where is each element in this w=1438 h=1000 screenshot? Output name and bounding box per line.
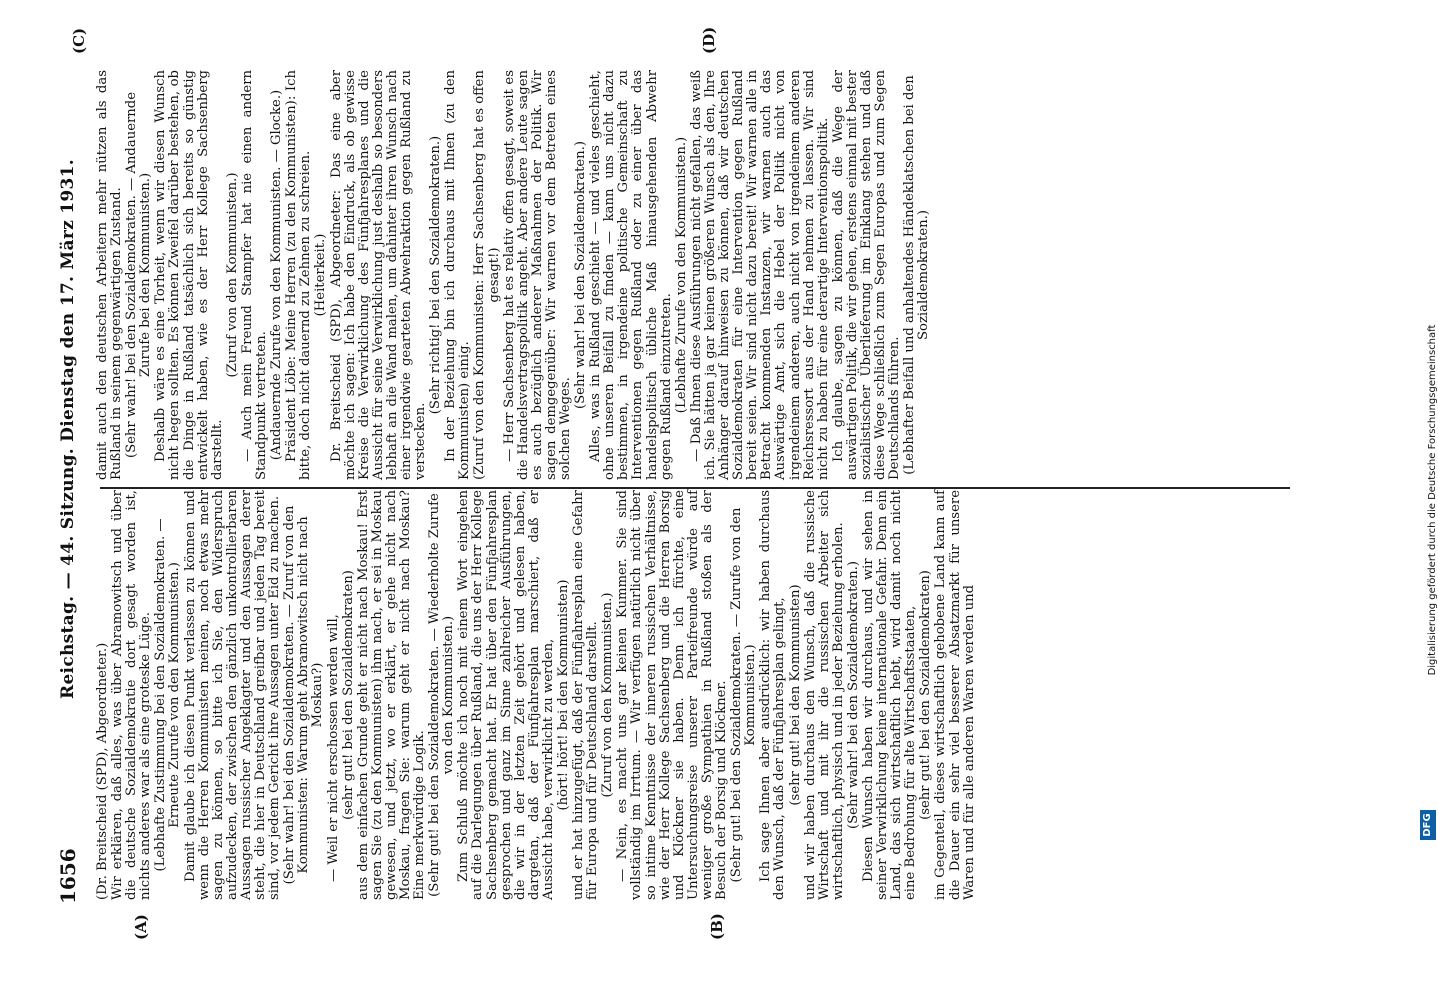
running-title: Reichstag. — 44. Sitzung. Dienstag den 17. März 1931.	[58, 159, 78, 699]
body-paragraph: aus dem einfachen Grunde geht er nicht nach Moskau! Erst sagen Sie (zu den Kommunisten) ihm nach, er sei in Moskau gewesen, und jetzt, wo er erklärt, er gehe nicht nach Moskau, fragen Sie: warum geht er nicht nach Moskau? Eine merkwürdige Logik.	[355, 490, 428, 900]
interjection-paragraph: (Sehr gut! bei den Sozialdemokraten. — Zurufe von den Kommunisten.)	[729, 507, 759, 883]
interjection-paragraph: (Zuruf von den Kommunisten: Herr Sachsenberg hat es offen gesagt!)	[472, 70, 502, 480]
interjection-paragraph: (Sehr wahr! bei den Sozialdemokraten. — Andauernde Zurufe bei den Kommunisten.)	[124, 91, 154, 459]
interjection-paragraph: (Zuruf von den Kommunisten.)	[600, 592, 616, 798]
margin-marker-c: (C)	[70, 27, 88, 54]
margin-marker-b: (B)	[708, 913, 726, 940]
body-paragraph: Ich sage Ihnen aber ausdrücklich: wir haben durchaus den Wunsch, daß der Fünfjahresplan gelingt,	[758, 490, 788, 900]
page-header	[56, 64, 84, 904]
body-paragraph: damit auch den deutschen Arbeitern mehr nützen als das Rußland in seinem gegenwärtigen Zustand.	[95, 70, 125, 480]
interjection-paragraph: (Sehr wahr! bei den Sozialdemokraten.)	[845, 561, 861, 829]
interjection-paragraph: (Sehr wahr! bei den Sozialdemokraten.)	[573, 141, 589, 409]
left-text-column	[96, 490, 1321, 900]
interjection-paragraph: (Lebhafter Beifall und anhaltendes Händeklatschen bei den Sozialdemokraten.)	[902, 75, 932, 475]
body-paragraph: Präsident Löbe: Meine Herren (zu den Kommunisten): Ich bitte, doch nicht dauernd zu Zehnen zu schreien.	[284, 70, 314, 480]
body-paragraph: Dr. Breitscheid (SPD), Abgeordneter: Das eine aber möchte ich sagen: Ich habe den Eindruck, als ob gewisse Kreise die Verwirklichung des Fünfjahresplanes und die Aussicht für seine Verwirklichung just deshalb so besonders lebhaft an die Wand malen, um dahinter ihren Wunsch nach einer irgendwie gearteten Abwehraktion gegen Rußland zu verstecken.	[328, 70, 429, 480]
body-paragraph: Ich glaube, sagen zu können, daß die Wege der auswärtigen Politik, die wir gehen, erstens einmal mit bester sozialistischer Überlieferung im Einklang stehen und daß diese Wege schließlich zum Segen Europas und zum Segen Deutschlands führen.	[830, 70, 903, 480]
body-paragraph: Damit glaube ich diesen Punkt verlassen zu können und wenn die Herren Kommunisten meinen, noch etwas mehr sagen zu können, so bitte ich Sie, den Widerspruch aufzudecken, der zwischen den gänzlich unkontrollierbaren Aussagen russischer Angeklagter und den Aussagen derer steht, die hier in Deutschland greifbar und jeden Tag bereit sind, vor jedem Gericht ihre Aussagen unter Eid zu machen.	[182, 490, 283, 900]
body-paragraph: Diesen Wunsch haben wir durchaus, und wir sehen in seiner Verwirklichung keine internationale Gefahr. Denn ein Land, das sich wirtschaftlich hebt, wird damit noch nicht eine Bedrohung für alte Wirtschaftsstaaten,	[860, 490, 919, 900]
body-paragraph: und er hat hinzugefügt, daß der Fünfjahresplan eine Gefahr für Europa und für Deutschland darstellt.	[571, 490, 601, 900]
body-paragraph: Zum Schluß möchte ich noch mit einem Wort eingehen auf die Darlegungen über Rußland, die uns der Herr Kollege Sachsenberg gemacht hat. Er hat über den Fünfjahresplan gesprochen und ganz im Sinne zahlreicher Ausführungen, die wir in der letzten Zeit gehört und gelesen haben, dargetan, daß der Fünfjahresplan marschiert, daß er Aussicht habe, verwirklicht zu werden,	[456, 490, 556, 900]
body-paragraph: (Dr. Breitscheid (SPD), Abgeordneter.)	[95, 642, 110, 900]
interjection-paragraph: (Lebhafte Zurufe von den Kommunisten.)	[673, 136, 689, 414]
body-paragraph: — Herr Sachsenberg hat es relativ offen gesagt, soweit es die Handelsvertragspolitik angeht. Aber andere Leute sagen es auch bezüglich anderer Maßnahmen der Politik. Wir sagen demgegenüber: Wir warnen vor dem Betreten eines solchen Weges.	[501, 70, 573, 480]
interjection-paragraph: (Sehr richtig! bei den Sozialdemokraten.)	[428, 135, 444, 415]
interjection-paragraph: (sehr gut! bei den Sozialdemokraten)	[340, 570, 356, 820]
right-text-column	[96, 70, 1321, 480]
interjection-paragraph: (sehr gut! bei den Sozialdemokraten)	[918, 570, 934, 820]
interjection-paragraph: (Heiterkeit.)	[313, 233, 329, 317]
body-paragraph: Deshalb wäre es eine Torheit, wenn wir diesen Wunsch nicht hegen sollten. Es können Zweifel darüber bestehen, ob die Dinge in Rußland tatsächlich sich bereits so günstig entwickelt haben, wie es der Herr Kollege Sachsenberg darstellt.	[153, 70, 225, 480]
body-paragraph: — Nein, es macht uns gar keinen Kummer. Sie sind vollständig im Irrtum. — Wir verfügen natürlich nicht über so intime Kenntnisse der inneren russischen Verhältnisse, wie der Herr Kollege Sachsenberg und die Herren Borsig und Klöckner sie haben. Denn ich fürchte, eine Untersuchungsreise unserer Parteifreunde würde auf weniger große Sympathien in Rußland stoßen als der Besuch der Borsig und Klöckner.	[615, 490, 730, 900]
margin-marker-a: (A)	[132, 914, 150, 940]
body-paragraph: im Gegenteil, dieses wirtschaftlich gehobene Land kann auf die Dauer ein sehr viel besserer Absatzmarkt für unsere Waren und für alle anderen Waren werden und	[933, 490, 977, 900]
margin-marker-d: (D)	[700, 26, 718, 54]
page-number: 1656	[56, 848, 80, 904]
interjection-paragraph: (Sehr gut! bei den Sozialdemokraten. — Wiederholte Zurufe von den Kommunisten.)	[427, 493, 457, 897]
interjection-paragraph: (hört! hört! bei den Kommunisten)	[556, 579, 571, 811]
digitization-credit: Digitalisierung gefördert durch die Deutsche Forschungsgemeinschaft	[1427, 324, 1438, 676]
body-paragraph: — Weil er nicht erschossen werden will,	[325, 614, 341, 882]
body-paragraph: Alles, was in Rußland geschieht — und vieles geschieht, ohne unseren Beifall zu finden — kann uns nicht dazu bestimmen, in irgendeine politische Gemeinschaft zu Interventionen gegen Rußland oder zu einer über das handelspolitisch übliche Maß hinausgehenden Abwehr gegen Rußland einzutreten.	[588, 70, 674, 480]
body-paragraph: — Daß Ihnen diese Ausführungen nicht gefallen, das weiß ich. Sie hätten ja gar keinen größeren Wunsch als den, Ihre Anhänger darauf hinweisen zu können, daß wir deutschen Sozialdemokraten für eine Intervention gegen Rußland bereit seien. Wir sind nicht dazu bereit! Wir warnen alle in Betracht kommenden Instanzen, wir warnen auch das Auswärtige Amt, sich die Hebel der Politik nicht von irgendeinem anderen, auch nicht von irgendeinem anderen Reichsressort aus der Hand nehmen zu lassen. Wir sind nicht zu haben für eine derartige Interventionspolitik.	[688, 70, 831, 480]
interjection-paragraph: (Andauernde Zurufe von den Kommunisten. — Glocke.)	[269, 89, 285, 461]
interjection-paragraph: (Sehr wahr! bei den Sozialdemokraten. — Zuruf von den Kommunisten: Warum geht Abramowitsch nicht nach Moskau?)	[282, 505, 326, 885]
interjection-paragraph: (Zuruf von den Kommunisten.)	[224, 172, 240, 378]
body-paragraph: und wir haben durchaus den Wunsch, daß die russische Wirtschaft und mit ihr die russischen Arbeiter sich wirtschaftlich, physisch und in jeder Beziehung erholen.	[802, 490, 846, 900]
column-divider	[100, 488, 1290, 490]
body-paragraph: Wir erklären, daß alles, was über Abramowitsch und über die deutsche Sozialdemokratie dort gesagt worden ist, nichts anderes war als eine groteske Lüge.	[110, 490, 154, 900]
dfg-logo: DFG	[1420, 810, 1436, 840]
interjection-paragraph: (sehr gut! bei den Kommunisten)	[787, 584, 803, 806]
body-paragraph: In der Beziehung bin ich durchaus mit Ihnen (zu den Kommunisten) einig.	[443, 70, 473, 480]
interjection-paragraph: (Lebhafte Zustimmung bei den Sozialdemokraten. — Erneute Zurufe von den Kommunisten.)	[153, 518, 183, 872]
body-paragraph: — Auch mein Freund Stampfer hat nie einen andern Standpunkt vertreten.	[239, 70, 270, 480]
